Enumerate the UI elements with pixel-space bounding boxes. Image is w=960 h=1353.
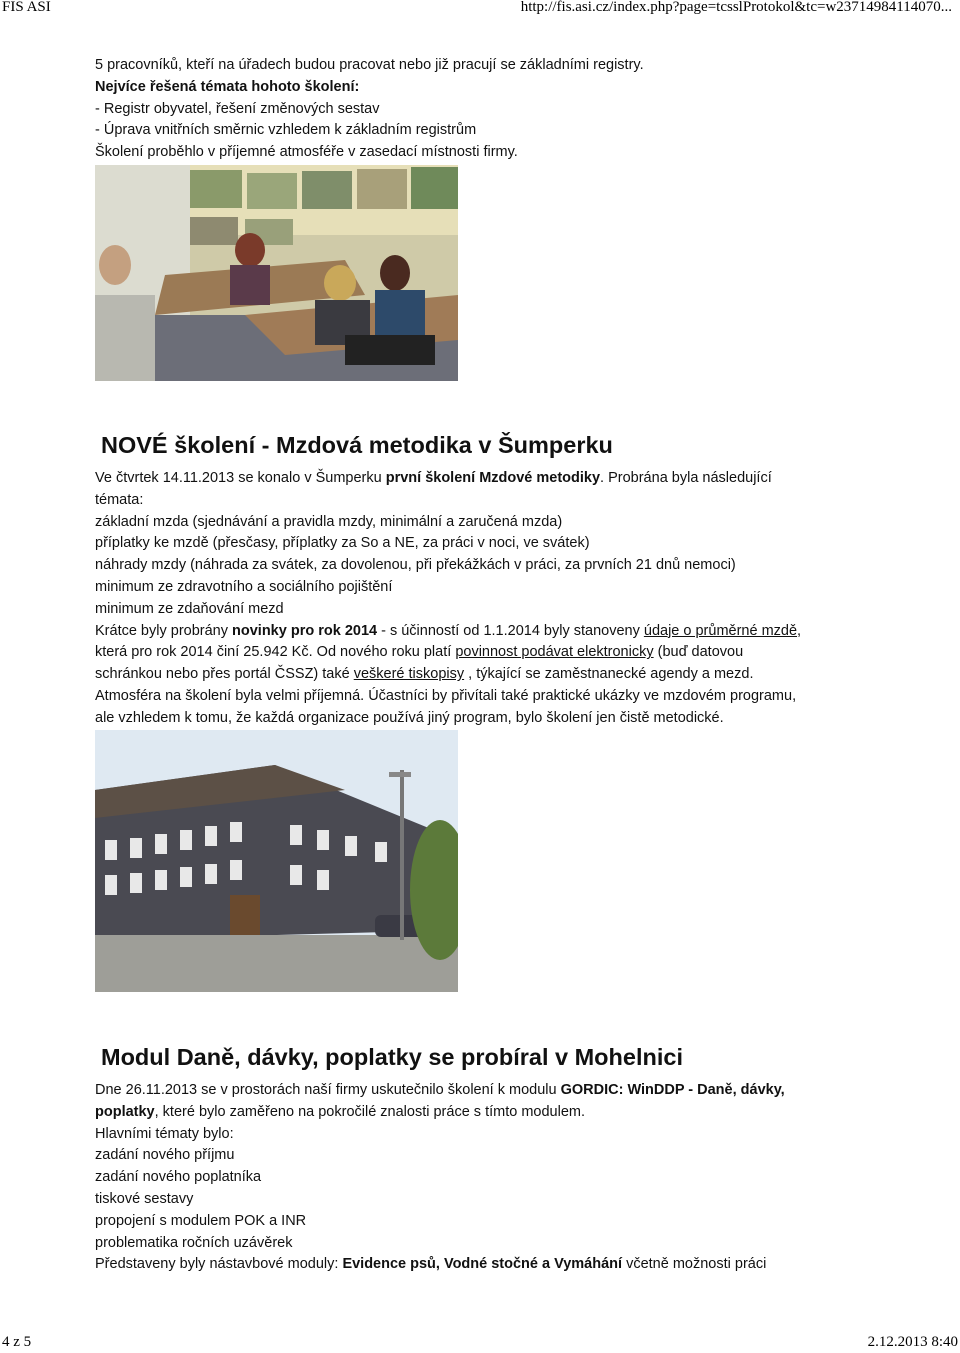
section2-item-5: minimum ze zdaňování mezd bbox=[95, 600, 284, 617]
section3-intro-a: Dne 26.11.2013 se v prostorách naší firmy uskutečnilo školení k modulu bbox=[95, 1082, 561, 1098]
section2-news-line2 bbox=[95, 642, 875, 664]
section3-topics-heading: Hlavními tématy bylo: bbox=[95, 1125, 234, 1142]
section2-item-1: základní mzda (sjednávání a pravidla mzdy, minimální a zaručená mzda) bbox=[95, 513, 563, 530]
section2-intro-a: Ve čtvrtek 14.11.2013 se konalo v Šumperku bbox=[95, 470, 386, 486]
print-footer-datetime: 2.12.2013 8:40 bbox=[867, 1334, 958, 1350]
section3-intro-b: , které bylo zaměřeno na pokročilé znalosti práce s tímto modulem. bbox=[154, 1103, 585, 1120]
link-average-wage[interactable]: údaje o průměrné mzdě bbox=[643, 622, 798, 639]
section3-intro-line2 bbox=[95, 1102, 875, 1124]
section2-intro-bold: první školení Mzdové metodiky bbox=[385, 470, 601, 486]
news-a: Krátce byly probrány bbox=[95, 622, 233, 639]
section3-item-1: zadání nového příjmu bbox=[95, 1147, 235, 1164]
news-h: , týkající se zaměstnanecké agendy a mezd. bbox=[464, 666, 754, 683]
section3-item-5: problematika ročních uzávěrek bbox=[95, 1234, 293, 1251]
section1-topic-2: - Úprava vnitřních směrnic vzhledem k základním registrům bbox=[95, 122, 477, 139]
section2-item-4: minimum ze zdravotního a sociálního pojištění bbox=[95, 578, 393, 595]
link-all-forms[interactable]: veškeré tiskopisy bbox=[353, 666, 465, 683]
section2-atmosphere-2: ale vzhledem k tomu, že každá organizace používá jiný program, bylo školení jen čistě metodické. bbox=[95, 709, 724, 726]
section2-item-3: náhrady mzdy (náhrada za svátek, za dovolenou, při překážkách v práci, za prvních 21 dnů nemoci) bbox=[95, 557, 736, 574]
section3-item-2: zadání nového poplatníka bbox=[95, 1169, 262, 1186]
section2-news-line1 bbox=[95, 621, 875, 643]
print-footer-page: 4 z 5 bbox=[2, 1334, 32, 1350]
section1-line1: 5 pracovníků, kteří na úřadech budou pracovat nebo již pracují se základními registry. bbox=[95, 57, 644, 73]
addon-bold: Evidence psů, Vodné stočné a Vymáhání bbox=[342, 1256, 623, 1273]
section2-item-2: příplatky ke mzdě (přesčasy, příplatky za So a NE, za práci v noci, ve svátek) bbox=[95, 535, 590, 552]
section3-intro-bold1: GORDIC: WinDDP - Daně, dávky, bbox=[560, 1082, 785, 1098]
section2-title: NOVÉ školení - Mzdová metodika v Šumperku bbox=[101, 432, 613, 458]
building-photo bbox=[95, 730, 458, 992]
news-b: - s účinností od 1.1.2014 byly stanoveny bbox=[377, 622, 644, 639]
section2-text bbox=[95, 468, 875, 730]
section3-item-3: tiskové sestavy bbox=[95, 1190, 194, 1207]
section2-news-line3 bbox=[95, 664, 875, 686]
section3-item-4: propojení s modulem POK a INR bbox=[95, 1212, 307, 1229]
section3-title: Modul Daně, dávky, poplatky se probíral v Mohelnici bbox=[101, 1044, 683, 1070]
section1-text bbox=[95, 55, 875, 164]
section3-addon bbox=[95, 1254, 875, 1276]
section3-intro-line1 bbox=[95, 1080, 875, 1102]
news-f: (buď datovou bbox=[653, 644, 744, 661]
section2-intro bbox=[95, 468, 875, 490]
section3-text bbox=[95, 1080, 875, 1276]
section2-intro-c: témata: bbox=[95, 491, 144, 508]
print-header-title: FIS ASI bbox=[2, 0, 51, 15]
section1-topic-1: - Registr obyvatel, řešení změnových sestav bbox=[95, 100, 380, 117]
section1-topics-heading: Nejvíce řešená témata hohoto školení: bbox=[95, 78, 360, 95]
news-e: . Od nového roku platí bbox=[308, 644, 456, 661]
addon-a: Představeny byly nástavbové moduly: bbox=[95, 1256, 343, 1273]
news-c: , bbox=[797, 622, 802, 639]
news-d: která pro rok 2014 činí 25.942 Kč bbox=[95, 644, 309, 661]
section2-atmosphere-1: Atmosféra na školení byla velmi příjemná. Účastníci by přivítali také praktické ukázky ve mzdovém programu, bbox=[95, 687, 797, 704]
section3-intro-bold2: poplatky bbox=[95, 1103, 155, 1120]
link-electronic-filing[interactable]: povinnost podávat elektronicky bbox=[455, 644, 654, 661]
addon-b: včetně možnosti práci bbox=[622, 1256, 767, 1273]
news-bold: novinky pro rok 2014 bbox=[232, 622, 378, 639]
print-header-url: http://fis.asi.cz/index.php?page=tcsslProtokol&tc=w23714984114070... bbox=[520, 0, 952, 15]
section1-closing: Školení proběhlo v příjemné atmosféře v zasedací místnosti firmy. bbox=[95, 144, 518, 161]
training-room-photo bbox=[95, 165, 458, 381]
news-g: schránkou nebo přes portál ČSSZ) také bbox=[95, 666, 354, 683]
section2-intro-b: . Probrána byla následující bbox=[600, 470, 772, 486]
